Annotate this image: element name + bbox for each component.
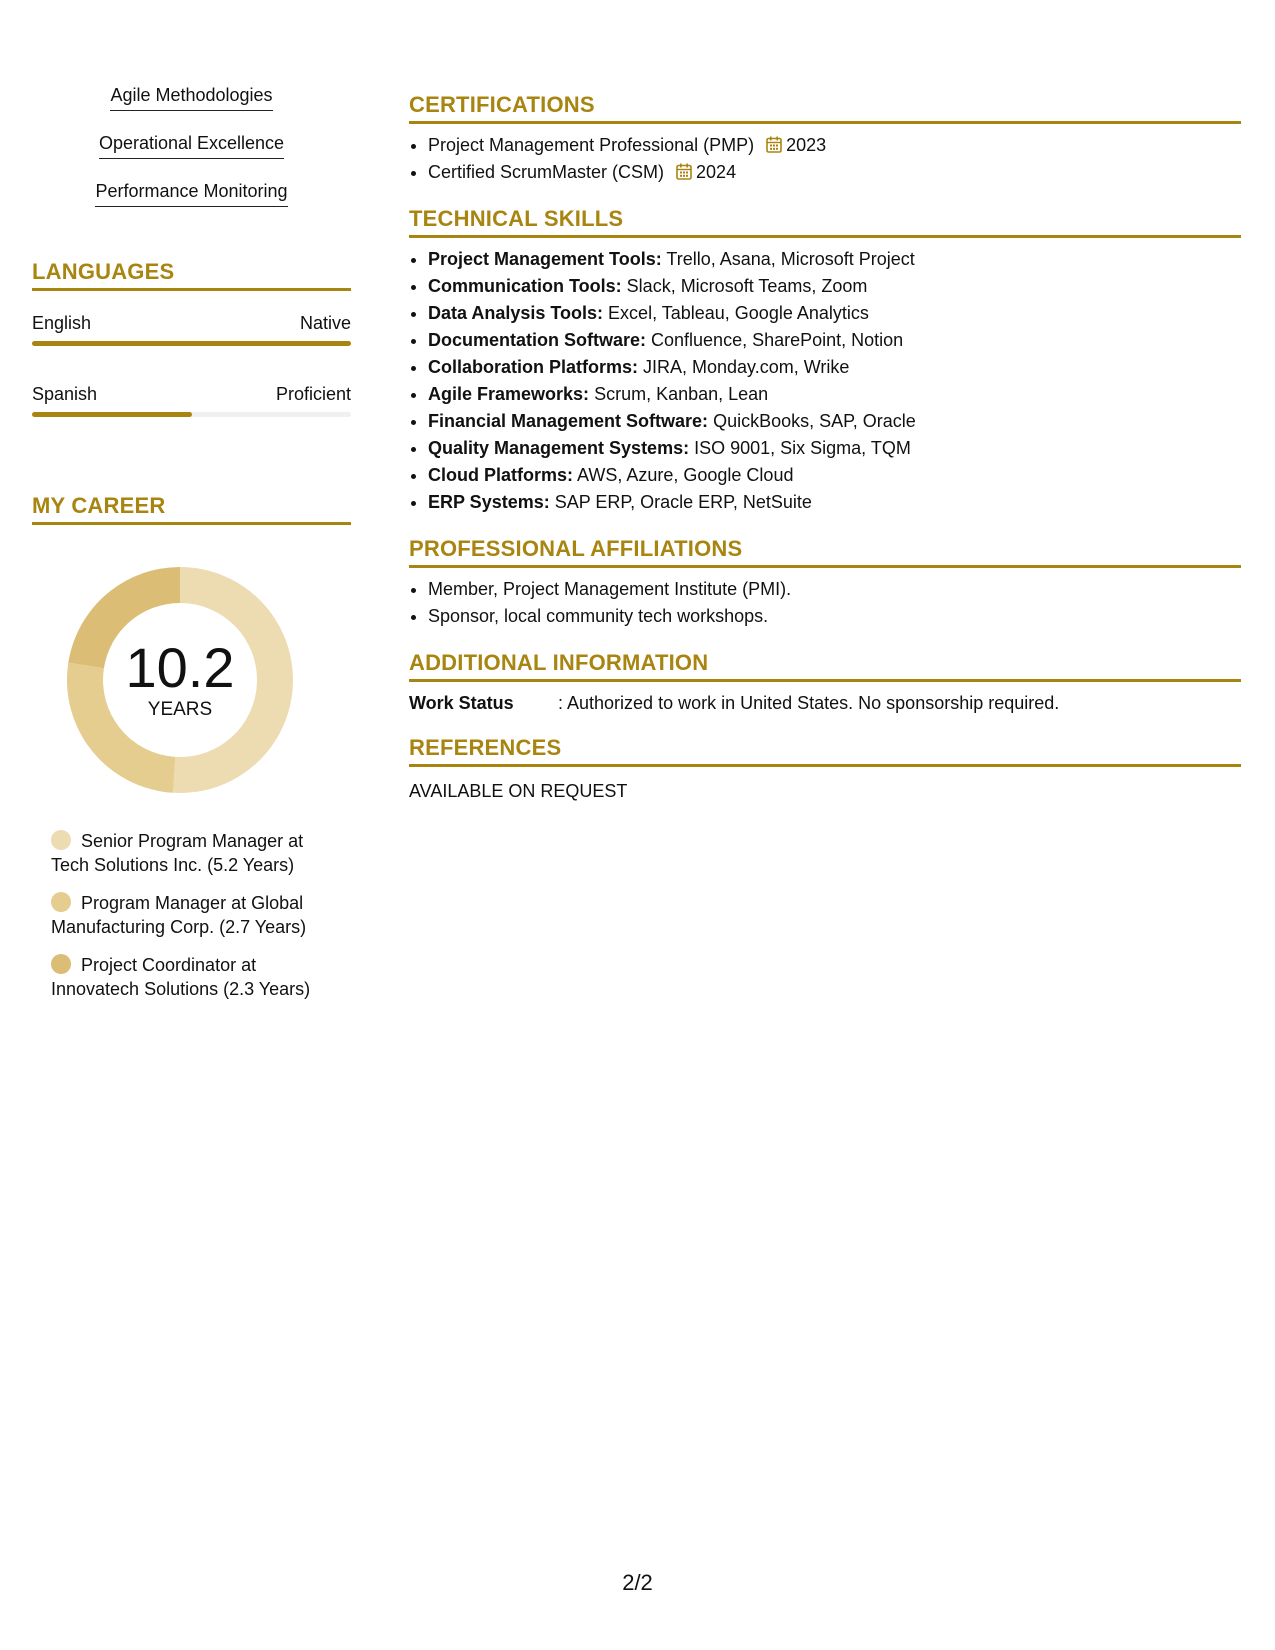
legend-dot-icon	[51, 954, 71, 974]
references-text: AVAILABLE ON REQUEST	[409, 781, 628, 801]
references-heading: REFERENCES	[409, 735, 1241, 767]
language-level: Native	[299, 313, 351, 333]
page-number: 2/2	[622, 1570, 653, 1595]
technical-skill-item: • Cloud Platforms: AWS, Azure, Google Cloud	[428, 462, 1241, 489]
work-status-row	[409, 691, 1241, 715]
language-bar-fill	[32, 412, 192, 417]
calendar-icon	[676, 163, 692, 180]
technical-skill-item: • Financial Management Software: QuickBooks, SAP, Oracle	[428, 408, 1241, 435]
career-legend-item: Senior Program Manager at Tech Solutions Inc. (5.2 Years)	[51, 831, 304, 875]
career-legend-item: Project Coordinator at Innovatech Solutions (2.3 Years)	[51, 955, 311, 999]
technical-skill-item: • Data Analysis Tools: Excel, Tableau, Google Analytics	[428, 300, 1241, 327]
skill-tag: Agile Methodologies	[32, 82, 351, 111]
technical-skills-section	[409, 206, 1241, 516]
language-bar	[32, 412, 351, 417]
legend-dot-icon	[51, 830, 71, 850]
language-level: Proficient	[275, 384, 351, 404]
technical-skill-item: • Communication Tools: Slack, Microsoft Teams, Zoom	[428, 273, 1241, 300]
work-status-value: : Authorized to work in United States. No sponsorship required.	[558, 693, 1060, 713]
affiliation-item: • Sponsor, local community tech workshops.	[428, 603, 1241, 630]
language-row	[32, 382, 351, 417]
legend-dot-icon	[51, 892, 71, 912]
career-donut-chart	[67, 567, 293, 793]
affiliations-section	[409, 536, 1241, 630]
technical-skill-item: • Collaboration Platforms: JIRA, Monday.com, Wrike	[428, 354, 1241, 381]
work-status-label: Work Status	[409, 693, 514, 713]
technical-skill-item: • Agile Frameworks: Scrum, Kanban, Lean	[428, 381, 1241, 408]
references-section	[409, 735, 1241, 803]
career-heading: MY CAREER	[32, 493, 351, 525]
certifications-section	[409, 92, 1241, 186]
technical-skill-item: • ERP Systems: SAP ERP, Oracle ERP, NetSuite	[428, 489, 1241, 516]
career-legend-item: Program Manager at Global Manufacturing Corp. (2.7 Years)	[51, 893, 307, 937]
left-column	[32, 82, 351, 1015]
additional-info-heading: ADDITIONAL INFORMATION	[409, 650, 1241, 682]
affiliation-item: • Member, Project Management Institute (PMI).	[428, 576, 1241, 603]
certification-year: 2024	[696, 162, 737, 182]
technical-skills-heading: TECHNICAL SKILLS	[409, 206, 1241, 238]
technical-skill-item: • Documentation Software: Confluence, SharePoint, Notion	[428, 327, 1241, 354]
language-bar	[32, 341, 351, 346]
career-legend	[51, 829, 341, 1001]
affiliations-heading: PROFESSIONAL AFFILIATIONS	[409, 536, 1241, 568]
language-name: English	[32, 313, 92, 333]
certification-year: 2023	[786, 135, 827, 155]
calendar-icon	[766, 136, 782, 153]
certifications-heading: CERTIFICATIONS	[409, 92, 1241, 124]
technical-skill-item: • Quality Management Systems: ISO 9001, Six Sigma, TQM	[428, 435, 1241, 462]
certification-item: • Project Management Professional (PMP) 2023	[428, 132, 1241, 159]
language-bar-fill	[32, 341, 351, 346]
language-name: Spanish	[32, 384, 98, 404]
language-row	[32, 311, 351, 346]
skill-tag: Performance Monitoring	[32, 178, 351, 207]
right-column	[409, 92, 1241, 803]
additional-info-section	[409, 650, 1241, 715]
certification-item: • Certified ScrumMaster (CSM) 2024	[428, 159, 1241, 186]
languages-heading: LANGUAGES	[32, 259, 351, 291]
career-total-unit: YEARS	[147, 699, 213, 720]
skill-tag: Operational Excellence	[32, 130, 351, 159]
technical-skill-item: • Project Management Tools: Trello, Asana, Microsoft Project	[428, 246, 1241, 273]
career-total-years: 10.2	[125, 636, 235, 699]
